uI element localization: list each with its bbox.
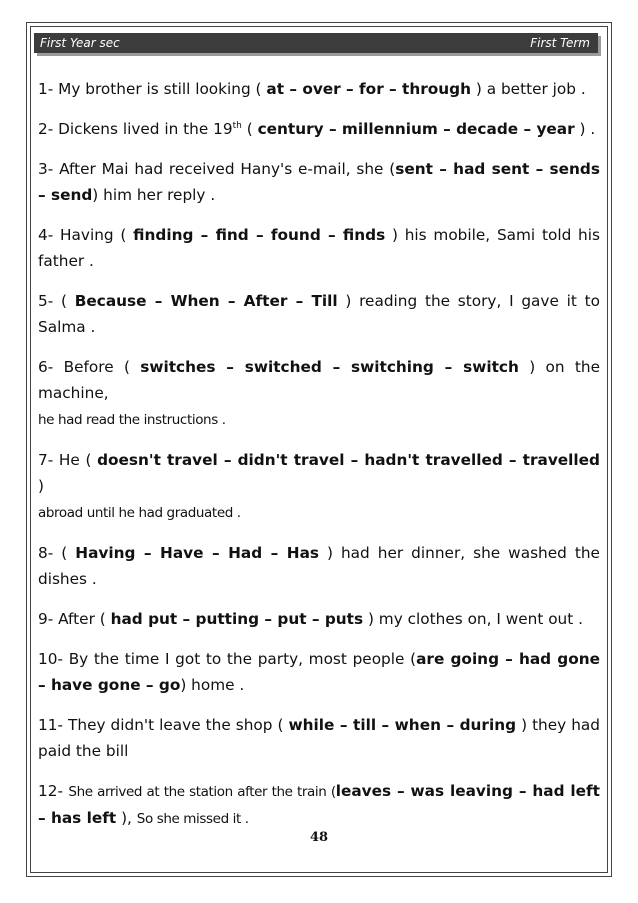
question-1 (38, 76, 600, 102)
question-text: After Mai had received Hany's e-mail, she ( (59, 160, 396, 178)
question-text-end: ) reading the story, I gave it to Salma . (38, 292, 600, 336)
question-number: 8- (38, 544, 54, 562)
answer-options: had put – putting – put – puts (110, 610, 364, 628)
question-text: Before ( (63, 358, 130, 376)
question-6 (38, 354, 600, 433)
question-text: She arrived at the station after the train ( (68, 784, 336, 800)
question-text-end: ) . (579, 120, 596, 138)
question-4 (38, 222, 600, 274)
question-text: He ( (58, 451, 92, 469)
question-number: 3- (38, 160, 54, 178)
question-text: After ( (58, 610, 106, 628)
question-text-end: ) on the machine, (38, 358, 600, 402)
answer-options: century – millennium – decade – year (257, 120, 575, 138)
question-12 (38, 778, 600, 832)
question-number: 1- (38, 80, 54, 98)
question-text-end: ) him her reply . (92, 186, 216, 204)
answer-options: at – over – for – through (266, 80, 472, 98)
question-text-end: ) a better job . (475, 80, 586, 98)
question-number: 10- (38, 650, 63, 668)
question-text-continued: abroad until he had graduated . (38, 505, 241, 521)
superscript: th (232, 120, 242, 131)
question-text-end: ) home . (180, 676, 245, 694)
answer-options: finding – find – found – finds (133, 226, 386, 244)
answer-options: are going – had gone – have gone – go (38, 650, 600, 694)
question-number: 5- (38, 292, 54, 310)
header-right-text: First Term (530, 36, 590, 50)
question-text: ( (61, 292, 67, 310)
question-9 (38, 606, 600, 632)
question-number: 12- (38, 782, 63, 800)
answer-options: sent – had sent – sends – send (38, 160, 600, 204)
question-text: They didn't leave the shop ( (68, 716, 284, 734)
question-text-continued: he had read the instructions . (38, 412, 226, 428)
question-text: By the time I got to the party, most people ( (68, 650, 417, 668)
header-left-text: First Year sec (40, 36, 120, 50)
question-text-end: ) they had paid the bill (38, 716, 601, 760)
answer-options: while – till – when – during (288, 716, 517, 734)
question-text-mid: ( (241, 120, 253, 138)
question-text: Having ( (60, 226, 127, 244)
question-text: My brother is still looking ( (58, 80, 262, 98)
question-number: 7- (38, 451, 54, 469)
question-11 (38, 712, 600, 764)
page-number: 48 (309, 830, 329, 845)
question-8 (38, 540, 600, 592)
question-10 (38, 646, 600, 698)
answer-options: switches – switched – switching – switch (140, 358, 519, 376)
question-3 (38, 156, 600, 208)
question-text-end: ) my clothes on, I went out . (367, 610, 583, 628)
question-text-end: ), (121, 809, 132, 827)
question-number: 4- (38, 226, 54, 244)
question-text: ( (61, 544, 68, 562)
question-text-continued: So she missed it . (136, 811, 249, 827)
question-text-end: ) had her dinner, she washed the dishes . (38, 544, 600, 588)
answer-options: doesn't travel – didn't travel – hadn't travelled – travelled (97, 451, 600, 469)
answer-options: leaves – was leaving – had left – has left (38, 782, 600, 827)
question-2 (38, 116, 600, 142)
question-text: Dickens lived in the 19 (58, 120, 233, 138)
answer-options: Having – Have – Had – Has (75, 544, 319, 562)
question-text-end: ) (38, 477, 44, 495)
question-number: 9- (38, 610, 54, 628)
question-7 (38, 447, 600, 526)
question-text-end: ) his mobile, Sami told his father . (38, 226, 600, 270)
question-5 (38, 288, 600, 340)
question-number: 6- (38, 358, 54, 376)
question-number: 2- (38, 120, 54, 138)
question-number: 11- (38, 716, 63, 734)
answer-options: Because – When – After – Till (74, 292, 338, 310)
header-bar (34, 33, 598, 53)
question-list (38, 76, 600, 846)
